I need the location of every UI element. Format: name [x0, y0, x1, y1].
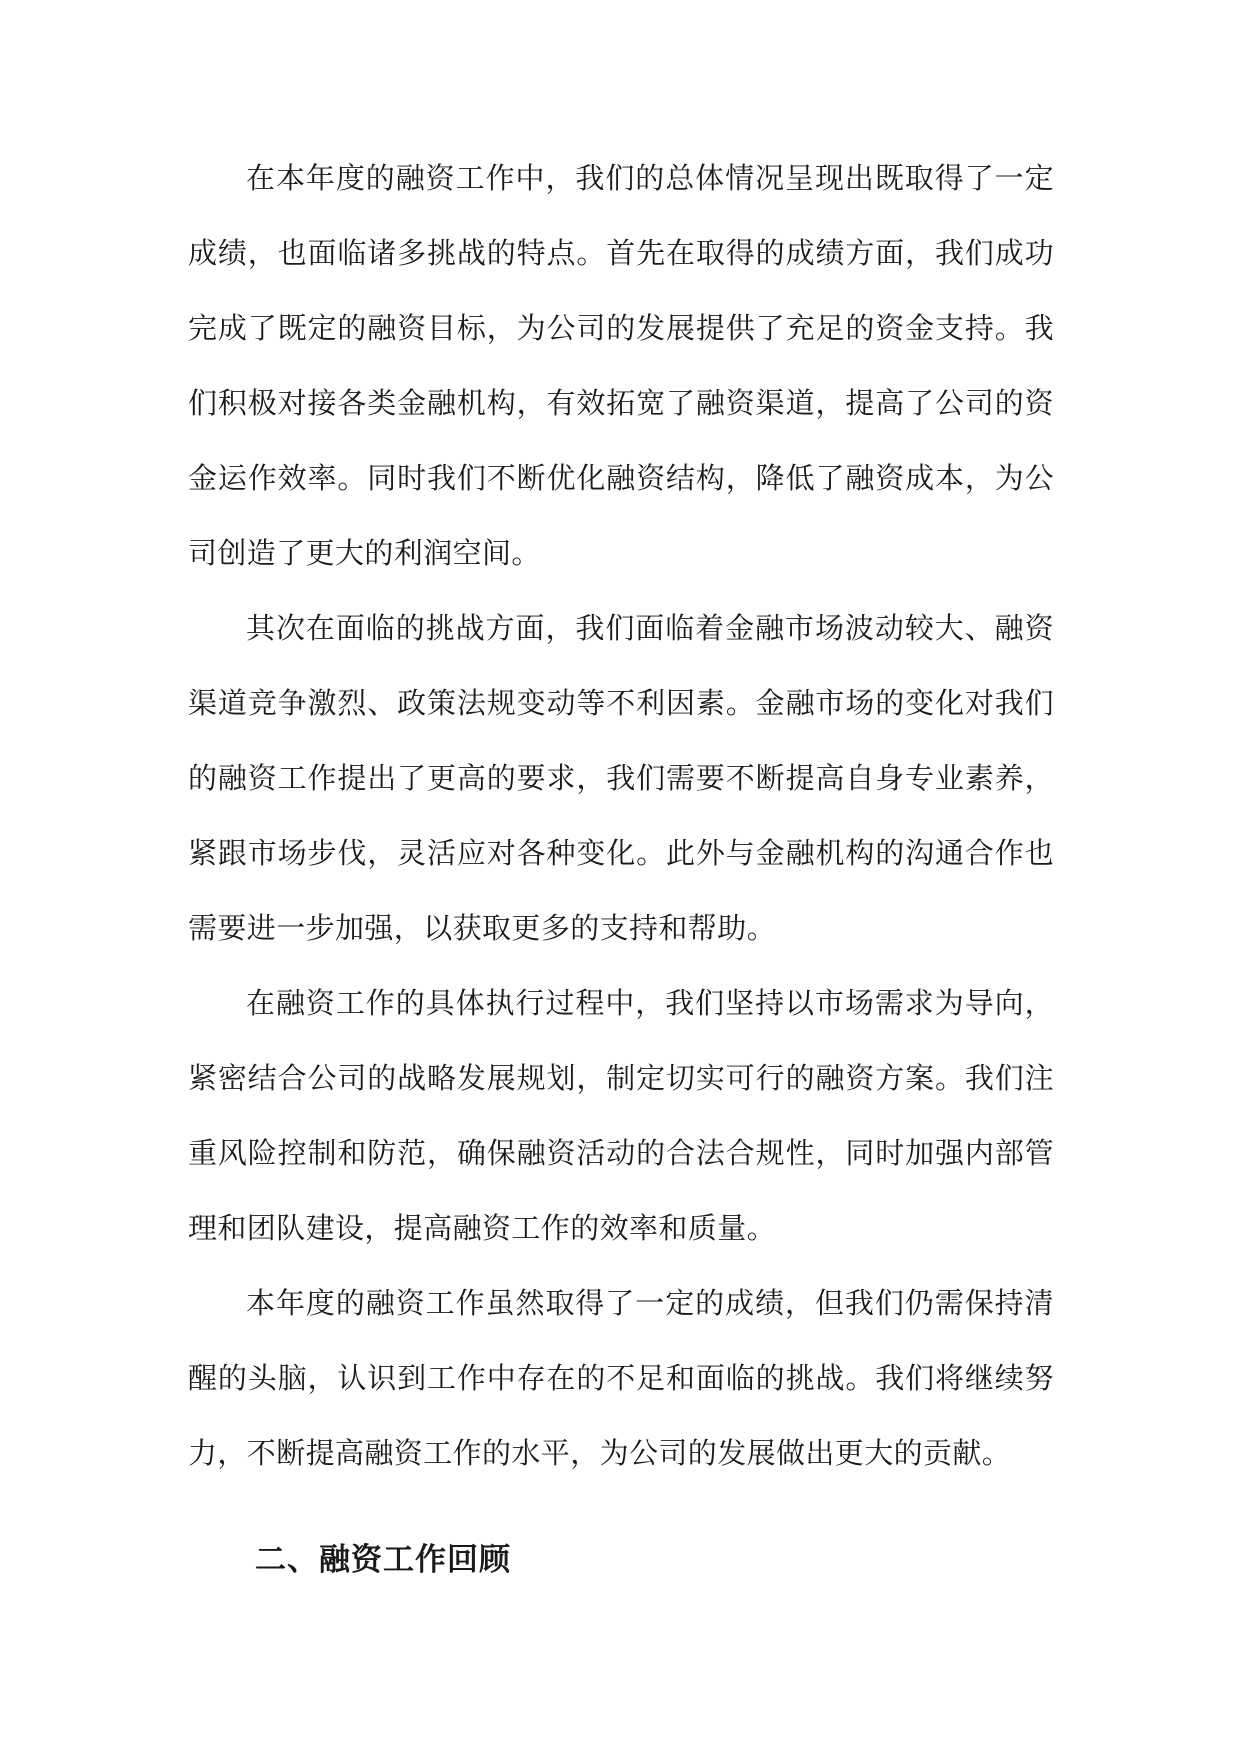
paragraph-1: 在本年度的融资工作中，我们的总体情况呈现出既取得了一定成绩，也面临诸多挑战的特点。首先在取得的成绩方面，我们成功完成了既定的融资目标，为公司的发展提供了充足的资金支持。我们积极对接各类金融机构，有效拓宽了融资渠道，提高了公司的资金运作效率。同时我们不断优化融资结构，降低了融资成本，为公司创造了更大的利润空间。 — [188, 161, 1054, 570]
paragraph-4: 本年度的融资工作虽然取得了一定的成绩，但我们仍需保持清醒的头脑，认识到工作中存在的不足和面临的挑战。我们将继续努力，不断提高融资工作的水平，为公司的发展做出更大的贡献。 — [188, 1286, 1054, 1470]
paragraph-2: 其次在面临的挑战方面，我们面临着金融市场波动较大、融资渠道竞争激烈、政策法规变动等不利因素。金融市场的变化对我们的融资工作提出了更高的要求，我们需要不断提高自身专业素养，紧跟市场步伐，灵活应对各种变化。此外与金融机构的沟通合作也需要进一步加强，以获取更多的支持和帮助。 — [188, 611, 1054, 945]
document-body — [188, 141, 1054, 1491]
paragraph-3: 在融资工作的具体执行过程中，我们坚持以市场需求为导向，紧密结合公司的战略发展规划，制定切实可行的融资方案。我们注重风险控制和防范，确保融资活动的合法合规性，同时加强内部管理和团队建设，提高融资工作的效率和质量。 — [188, 986, 1054, 1245]
section-heading: 二、融资工作回顾 — [255, 1542, 511, 1578]
